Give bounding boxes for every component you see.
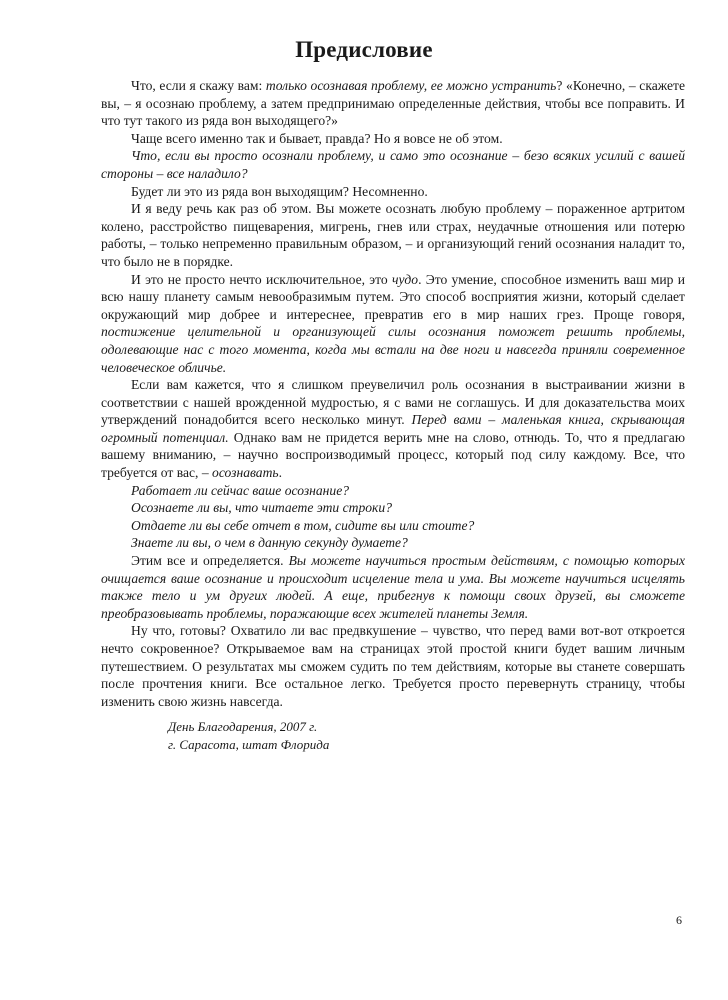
paragraph <box>101 534 685 552</box>
paragraph <box>101 482 685 500</box>
paragraph-text: Перед вами – маленькая книга, скрывающая огромный потенциал. <box>101 412 685 445</box>
paragraph-text: Чаще всего именно так и бывает, правда? Но я вовсе не об этом. <box>131 130 503 146</box>
paragraph <box>101 499 685 517</box>
paragraph-text: Будет ли это из ряда вон выходящим? Несомненно. <box>131 183 428 199</box>
paragraph-text: Осознаете ли вы, что читаете эти строки? <box>131 500 392 516</box>
paragraph-text: постижение целительной и организующей силы осознания поможет решить проблемы, одолевающие нас с того момента, когда мы встали на две ноги и навсегда приняли современное человеческое обличье. <box>101 324 685 375</box>
paragraph-text: Вы можете научиться простым действиям, с помощью которых очищается ваше осознание и происходит исцеление тела и ума. Вы можете научиться исцелять также тело и ум других людей. А еще, прибегнув к помощи своих друзей, вы сможете преобразовывать проблемы, поражающие всех жителей планеты Земля. <box>101 553 685 621</box>
paragraph <box>101 376 685 482</box>
paragraph <box>101 200 685 270</box>
paragraph-text: Если вам кажется, что я слишком преувеличил роль осознания в выстраивании жизни в соответствии с нашей врожденной мудростью, я с вами не соглашусь. И для доказательства моих утверждений понадобится всего несколько минут. <box>101 377 685 428</box>
body-text <box>101 77 685 754</box>
page-number: 6 <box>676 913 682 927</box>
paragraph-text: Ну что, готовы? Охватило ли вас предвкушение – чувство, что перед вами вот-вот откроется нечто сокровенное? Открываемое вам на страницах этой простой книги будет вашим личным путешествием. О результатах мы сможем судить по тем действиям, которые вы станете совершать после прочтения книги. Все остальное легко. Требуется просто перевернуть страницу, чтобы изменить свою жизнь навсегда. <box>101 623 685 709</box>
paragraph-text: Этим все и определяется. <box>131 553 289 569</box>
paragraph-text: чудо <box>391 271 419 287</box>
page-title: Предисловие <box>295 37 433 62</box>
paragraph <box>101 147 685 182</box>
paragraph-text: Что, если я скажу вам: <box>131 78 266 93</box>
paragraph <box>101 130 685 148</box>
paragraph-text: осознавать <box>212 465 279 481</box>
paragraph <box>101 552 685 622</box>
paragraph <box>101 622 685 710</box>
signature <box>168 718 685 753</box>
paragraph <box>101 183 685 201</box>
paragraph <box>101 77 685 130</box>
signature-line2: г. Сарасота, штат Флорида <box>168 736 330 752</box>
paragraph-text: И я веду речь как раз об этом. Вы можете осознать любую проблему – пораженное артритом колено, расстройство пищеварения, мигрень, гнев или страх, неудачные отношения или потерю работы, – только непременно правильным образом, – и организующий гений осознания наладит то, что было не в порядке. <box>101 201 685 269</box>
paragraph <box>101 271 685 377</box>
paragraph-text: ? «Конечно, – скажете вы, – я осознаю проблему, а затем предпринимаю определенные действия, чтобы все поправить. И что тут такого из ряда вон выходящего?» <box>101 78 685 129</box>
paragraph <box>101 517 685 535</box>
paragraph-text: Однако вам не придется верить мне на слово, отнюдь. То, что я предлагаю вашему вниманию, – научно воспроизводимый процесс, который под силу каждому. Все, что требуется от вас, – <box>101 429 685 481</box>
paragraph-text: только осознавая проблему, ее можно устранить <box>265 78 557 93</box>
signature-line1: День Благодарения, 2007 г. <box>168 719 318 735</box>
paragraph-text: . <box>278 465 283 481</box>
paragraph-text: . Это умение, способное изменить ваш мир и всю нашу планету самым невообразимым путем. Это способ восприятия жизни, который сделает окружающий мир добрее и интереснее, превратив его в мир наших грез. Проще говоря, <box>101 271 686 322</box>
paragraph-text: Знаете ли вы, о чем в данную секунду думаете? <box>131 535 408 551</box>
paragraph-text: Работает ли сейчас ваше осознание? <box>131 482 350 498</box>
paragraph-text: Отдаете ли вы себе отчет в том, сидите вы или стоите? <box>131 517 475 533</box>
paragraph-text: И это не просто нечто исключительное, это <box>131 271 392 287</box>
paragraph-text: Что, если вы просто осознали проблему, и само это осознание – безо всяких усилий с вашей стороны – все наладило? <box>101 148 685 181</box>
